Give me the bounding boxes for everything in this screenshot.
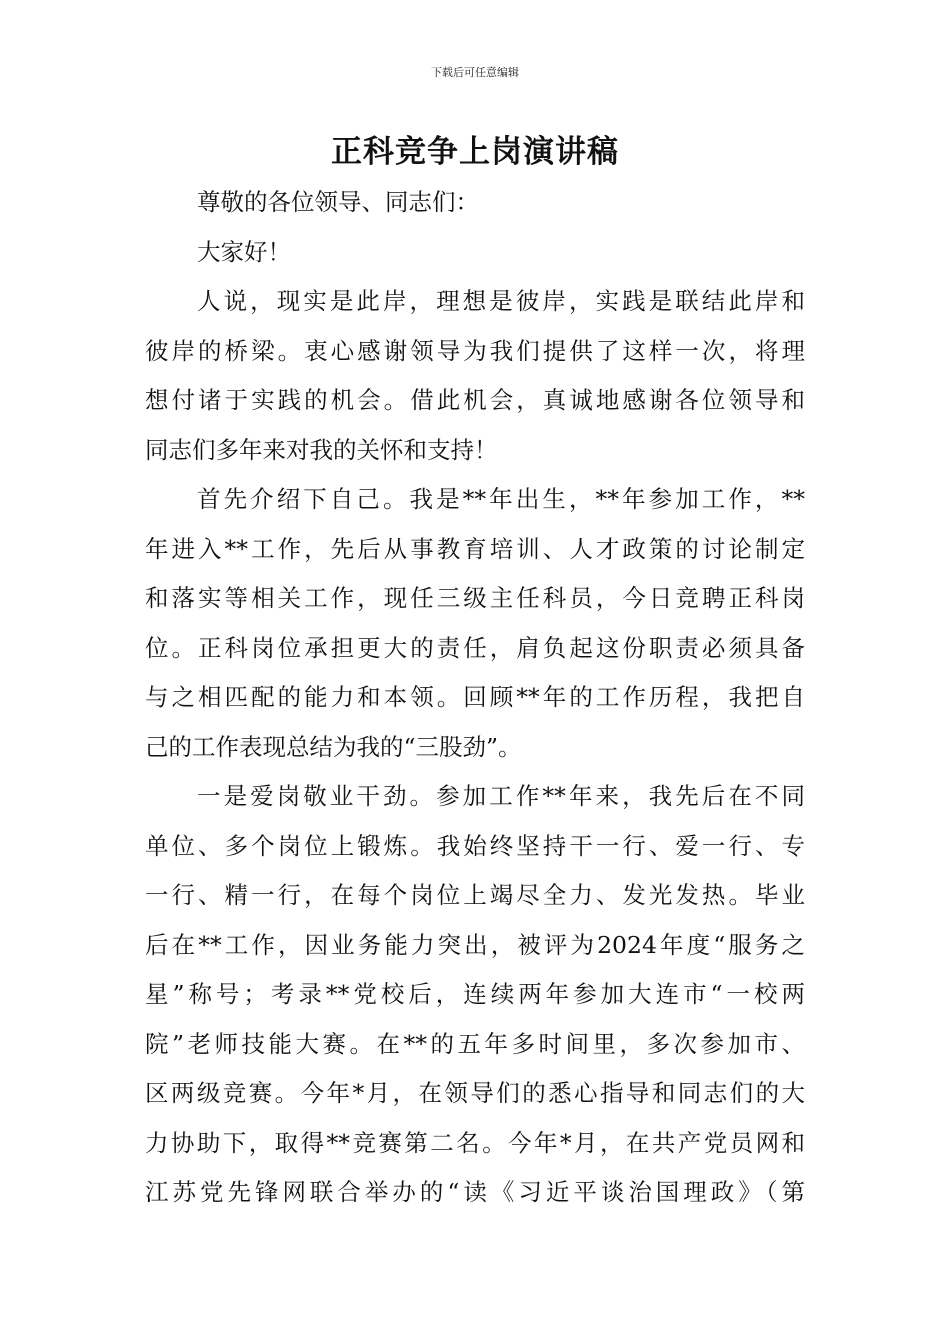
paragraph-line: 年进入**工作，先后从事教育培训、人才政策的讨论制定 [145,534,805,563]
document-title: 正科竞争上岗演讲稿 [331,134,619,170]
page-header-note: 下载后可任意编辑 [431,66,519,79]
paragraph-line: 力协助下，取得**竞赛第二名。今年*月，在共产党员网和 [145,1128,805,1157]
paragraph-line: 一是爱岗敬业干劲。参加工作**年来，我先后在不同 [197,782,805,810]
paragraph-line: 首先介绍下自己。我是**年出生，**年参加工作，** [197,485,805,513]
paragraph-line: 后在**工作，因业务能力突出，被评为2024年度“服务之 [145,930,805,959]
paragraph-line: 己的工作表现总结为我的“三股劲”。 [145,732,522,761]
paragraph-line: 星”称号；考录**党校后，连续两年参加大连市“一校两 [145,980,805,1008]
paragraph-line: 单位、多个岗位上锻炼。我始终坚持干一行、爱一行、专 [145,831,805,860]
greeting-line: 大家好！ [197,237,291,266]
paragraph-line: 江苏党先锋网联合举办的“读《习近平谈治国理政》（第 [145,1178,805,1206]
paragraph-line: 人说，现实是此岸，理想是彼岸，实践是联结此岸和 [197,287,805,315]
paragraph-line: 院”老师技能大赛。在**的五年多时间里，多次参加市、 [145,1029,805,1058]
document-body [145,178,805,1218]
paragraph-line: 位。正科岗位承担更大的责任，肩负起这份职责必须具备 [145,633,805,662]
salutation-line: 尊敬的各位领导、同志们： [197,188,479,216]
paragraph-line: 区两级竞赛。今年*月，在领导们的悉心指导和同志们的大 [145,1079,805,1107]
paragraph-line: 同志们多年来对我的关怀和支持！ [145,435,498,464]
paragraph-line: 与之相匹配的能力和本领。回顾**年的工作历程，我把自 [145,683,805,711]
paragraph-line: 一行、精一行，在每个岗位上竭尽全力、发光发热。毕业 [145,881,805,909]
paragraph-line: 想付诸于实践的机会。借此机会，真诚地感谢各位领导和 [145,386,805,414]
paragraph-line: 彼岸的桥梁。衷心感谢领导为我们提供了这样一次，将理 [145,336,805,365]
paragraph-line: 和落实等相关工作，现任三级主任科员，今日竞聘正科岗 [145,584,805,612]
